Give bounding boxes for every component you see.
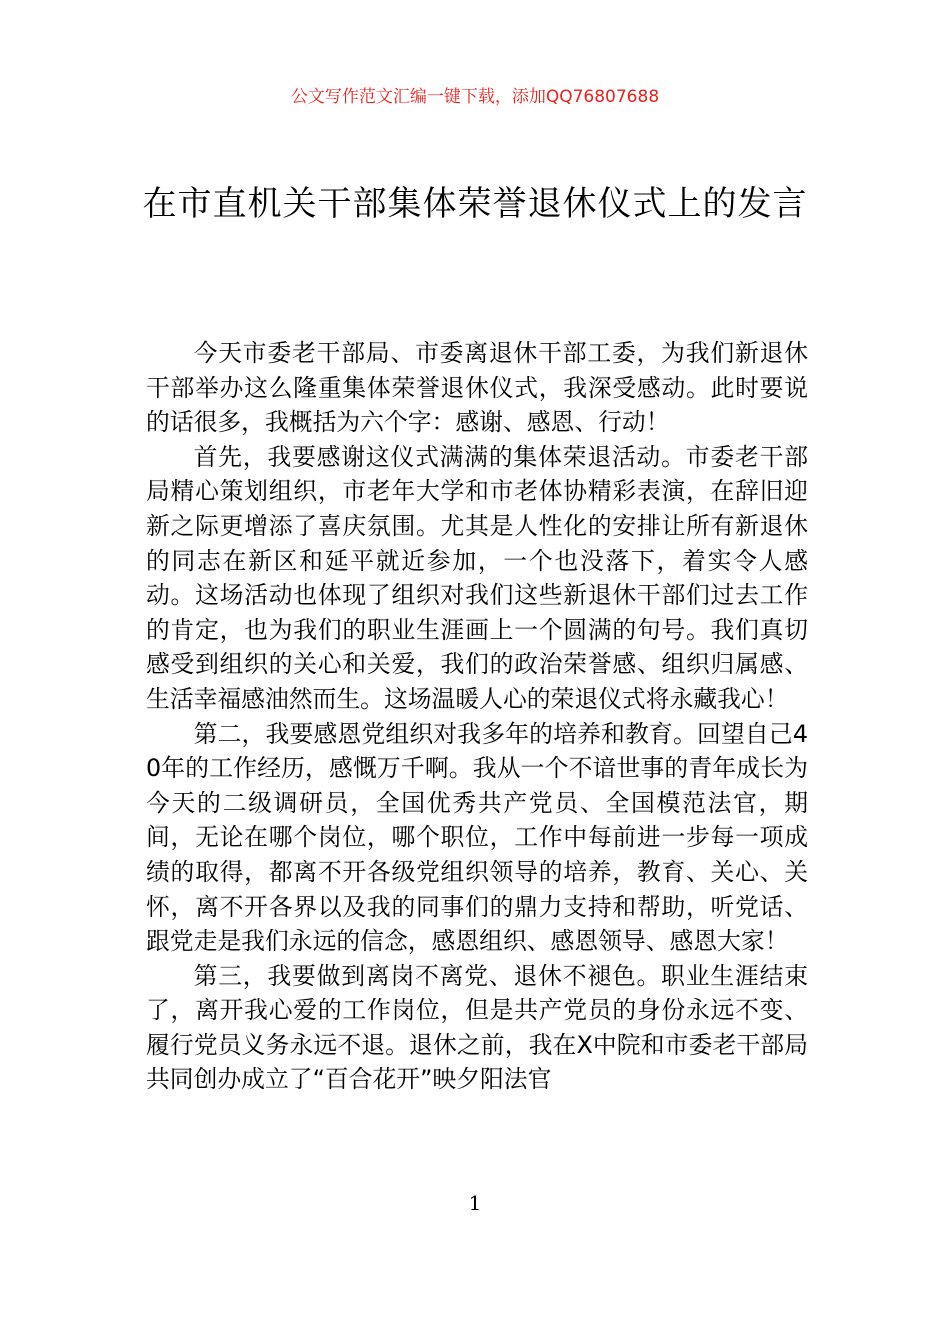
page-number: 1: [468, 1191, 482, 1215]
paragraph-third: 第三，我要做到离岗不离党、退休不褪色。职业生涯结束了，离开我心爱的工作岗位，但是共产党员的身份永远不变、履行党员义务永远不退。退休之前，我在X中院和市委老干部局共同创办成立了“百合花开”映夕阳法官: [146, 961, 808, 1094]
paragraph-first: 首先，我要感谢这仪式满满的集体荣退活动。市委老干部局精心策划组织，市老年大学和市老体协精彩表演，在辞旧迎新之际更增添了喜庆氛围。尤其是人性化的安排让所有新退休的同志在新区和延平就近参加，一个也没落下，着实令人感动。这场活动也体现了组织对我们这些新退休干部们过去工作的肯定，也为我们的职业生涯画上一个圆满的句号。我们真切感受到组织的关心和关爱，我们的政治荣誉感、组织归属感、生活幸福感油然而生。这场温暖人心的荣退仪式将永藏我心！: [146, 442, 808, 713]
header-note: 公文写作范文汇编一键下载，添加QQ76807688: [290, 87, 660, 107]
paragraph-second: 第二，我要感恩党组织对我多年的培养和教育。回望自己40年的工作经历，感慨万千啊。我从一个不谙世事的青年成长为今天的二级调研员，全国优秀共产党员、全国模范法官，期间，无论在哪个岗位，哪个职位，工作中每前进一步每一项成绩的取得，都离不开各级党组织领导的培养，教育、关心、关怀，离不开各界以及我的同事们的鼎力支持和帮助，听党话、跟党走是我们永远的信念，感恩组织、感恩领导、感恩大家！: [146, 719, 808, 956]
document-body: [146, 336, 808, 1097]
paragraph-intro: 今天市委老干部局、市委离退休干部工委，为我们新退休干部举办这么隆重集体荣誉退休仪式，我深受感动。此时要说的话很多，我概括为六个字：感谢、感恩、行动！: [146, 339, 808, 437]
document-title: 在市直机关干部集体荣誉退休仪式上的发言: [142, 184, 808, 224]
